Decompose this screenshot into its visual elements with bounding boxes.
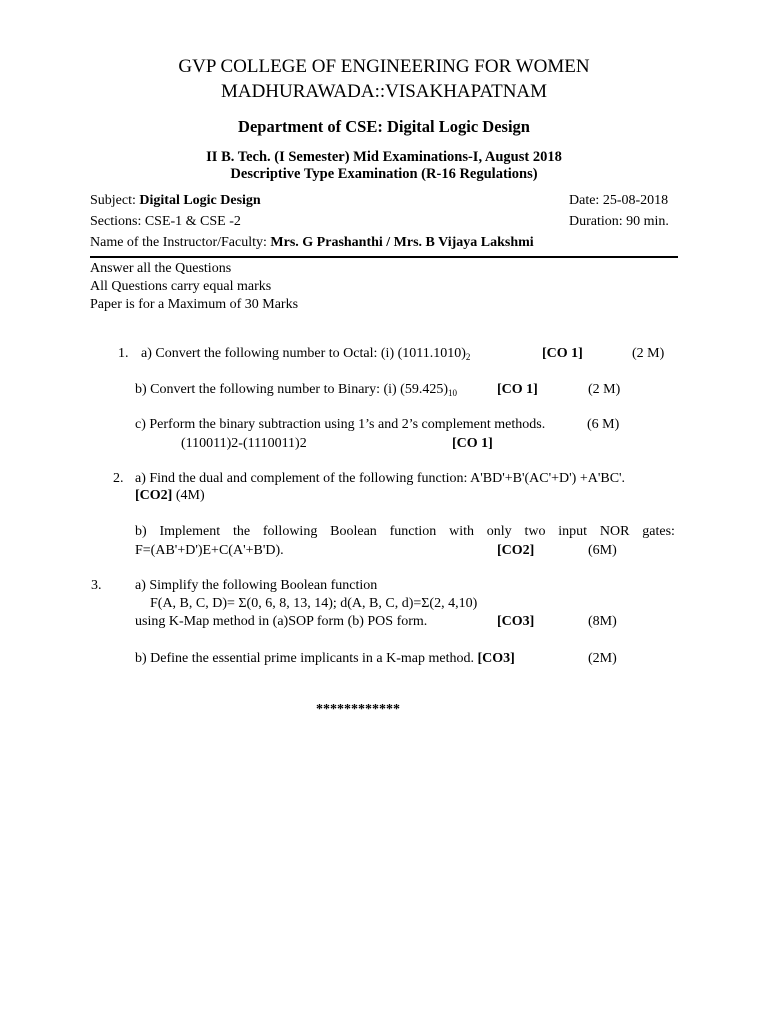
institution-name: GVP COLLEGE OF ENGINEERING FOR WOMEN — [178, 56, 590, 77]
q1c-expression: (110011)2-(1110011)2 — [181, 436, 307, 451]
exam-title: II B. Tech. (I Semester) Mid Examinations-I, August 2018 — [206, 149, 562, 165]
q3b-co: [CO3] — [477, 651, 515, 666]
q1c-text: c) Perform the binary subtraction using 1’s and 2’s complement methods. — [135, 417, 546, 432]
q2-number: 2. — [113, 471, 124, 486]
q1c-marks: (6 M) — [587, 417, 620, 432]
q1b-text: b) Convert the following number to Binary: (i) $(59.425)_{10}$ — [135, 382, 457, 398]
q1c-co: [CO 1] — [452, 436, 493, 451]
instructor-value: Mrs. G Prashanthi / Mrs. B Vijaya Lakshmi — [270, 235, 534, 250]
instructor-line — [90, 235, 534, 251]
q2b-text-line: b) Implement the following Boolean function with only two input NOR gates: — [135, 524, 675, 539]
exam-date: Date: 25-08-2018 — [569, 193, 669, 208]
subject-label: Subject: — [90, 193, 136, 208]
q1-number: 1. — [118, 346, 129, 361]
q3-number: 3. — [91, 578, 102, 593]
subject-value: Digital Logic Design — [139, 193, 261, 208]
q3a-co: [CO3] — [497, 614, 535, 629]
q2a-co: [CO2] — [135, 488, 173, 503]
subject-line — [90, 193, 261, 209]
q1a-co: [CO 1] — [542, 346, 583, 361]
department-title: Department of CSE: Digital Logic Design — [238, 117, 530, 136]
instructor-label: Name of the Instructor/Faculty: — [90, 235, 267, 250]
q2b-expression: F=(AB'+D')E+C(A'+B'D). — [135, 543, 284, 558]
institution-location: MADHURAWADA::VISAKHAPATNAM — [220, 81, 548, 102]
q2a-text: a) Find the dual and complement of the following function: A'BD'+B'(AC'+D') +A'BC'. — [135, 471, 626, 486]
q3a-method: using K-Map method in (a)SOP form (b) POS form. — [135, 614, 428, 629]
q1a-marks: (2 M) — [632, 346, 665, 361]
header-divider — [90, 256, 678, 258]
q2a-marks: (4M) — [175, 488, 205, 503]
sections: Sections: CSE-1 & CSE -2 — [90, 214, 241, 229]
instruction-1: Answer all the Questions — [90, 261, 232, 276]
q2b-co: [CO2] — [497, 543, 535, 558]
instruction-3: Paper is for a Maximum of 30 Marks — [90, 297, 299, 312]
q3a-expression: F(A, B, C, D)= Σ(0, 6, 8, 13, 14); d(A, B, C, d)=Σ(2, 4,10) — [150, 596, 478, 611]
q3b-text: b) Define the essential prime implicants in a K-map method. [CO3] — [135, 651, 515, 666]
q2a-meta — [135, 488, 205, 504]
q1b-marks: (2 M) — [588, 382, 621, 397]
q1a-text: a) Convert the following number to Octal: (i) $(1011.1010)_2$ — [141, 346, 471, 362]
q3b-marks: (2M) — [588, 651, 617, 666]
q3a-marks: (8M) — [588, 614, 617, 629]
instruction-2: All Questions carry equal marks — [90, 279, 272, 294]
end-of-paper-stars: ************ — [316, 702, 400, 717]
q2b-marks: (6M) — [588, 543, 617, 558]
q1b-co: [CO 1] — [497, 382, 538, 397]
duration: Duration: 90 min. — [569, 214, 669, 229]
q3a-text: a) Simplify the following Boolean function — [135, 578, 378, 593]
exam-type: Descriptive Type Examination (R-16 Regulations) — [230, 166, 538, 182]
